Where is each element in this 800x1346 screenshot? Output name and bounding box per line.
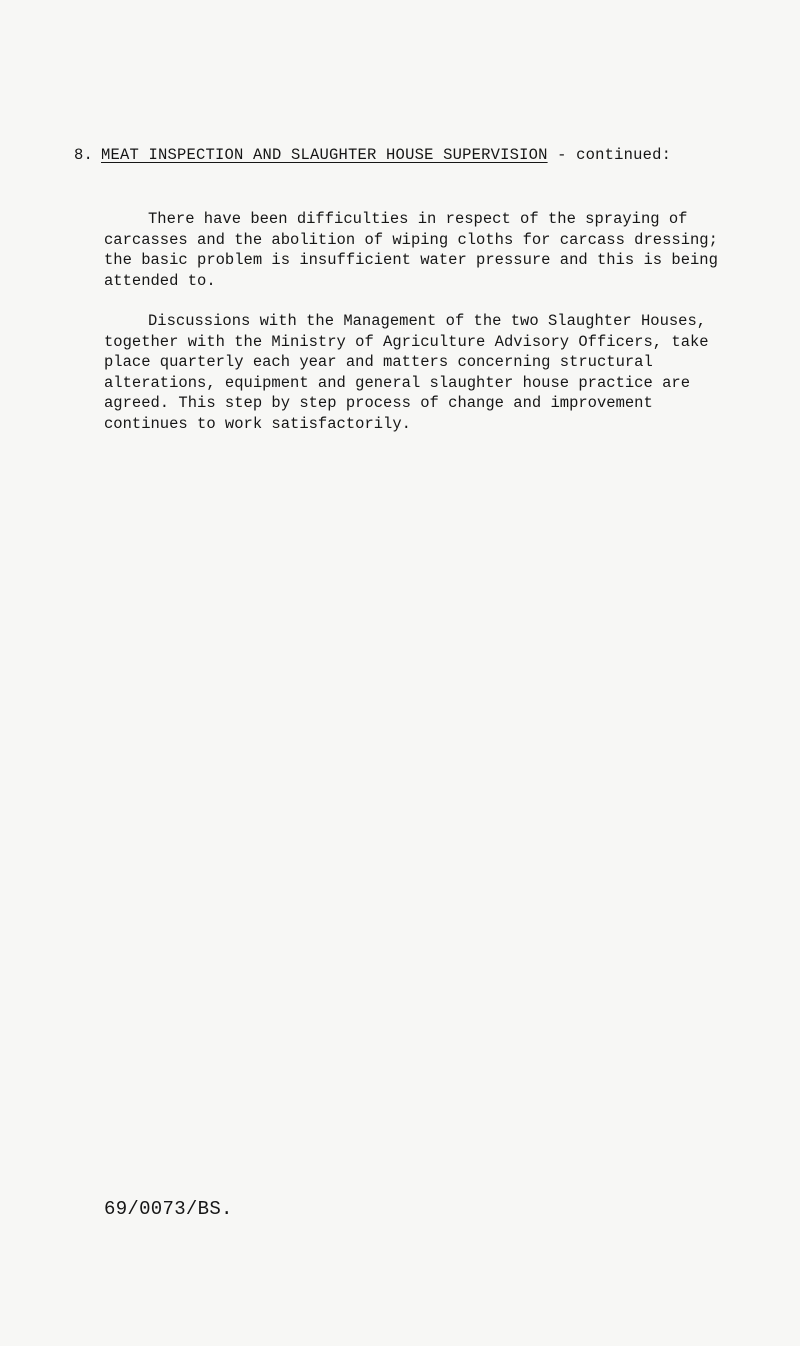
document-reference: 69/0073/BS. xyxy=(104,1198,233,1220)
paragraph-line: Discussions with the Management of the two Slaughter Houses, xyxy=(148,312,707,330)
section-number: 8. xyxy=(74,146,94,164)
paragraph-discussions xyxy=(104,311,744,434)
paragraph-line: alterations, equipment and general slaughter house practice are xyxy=(104,373,690,392)
paragraph-line: together with the Ministry of Agriculture Advisory Officers, take xyxy=(104,332,709,351)
paragraph-line: carcasses and the abolition of wiping cloths for carcass dressing; xyxy=(104,230,718,249)
section-title: MEAT INSPECTION AND SLAUGHTER HOUSE SUPERVISION xyxy=(101,146,548,164)
paragraph-line: agreed. This step by step process of change and improvement xyxy=(104,394,653,412)
section-title-suffix: - continued: xyxy=(547,146,672,164)
paragraph-line: the basic problem is insufficient water pressure and this is being xyxy=(104,251,718,269)
paragraph-water-pressure xyxy=(104,209,744,291)
paragraph-line: attended to. xyxy=(104,271,216,290)
section-heading xyxy=(74,146,671,164)
paragraph-line: continues to work satisfactorily. xyxy=(104,414,411,433)
paragraph-line: There have been difficulties in respect of the spraying of xyxy=(148,210,688,228)
paragraph-line: place quarterly each year and matters concerning structural xyxy=(104,353,653,371)
